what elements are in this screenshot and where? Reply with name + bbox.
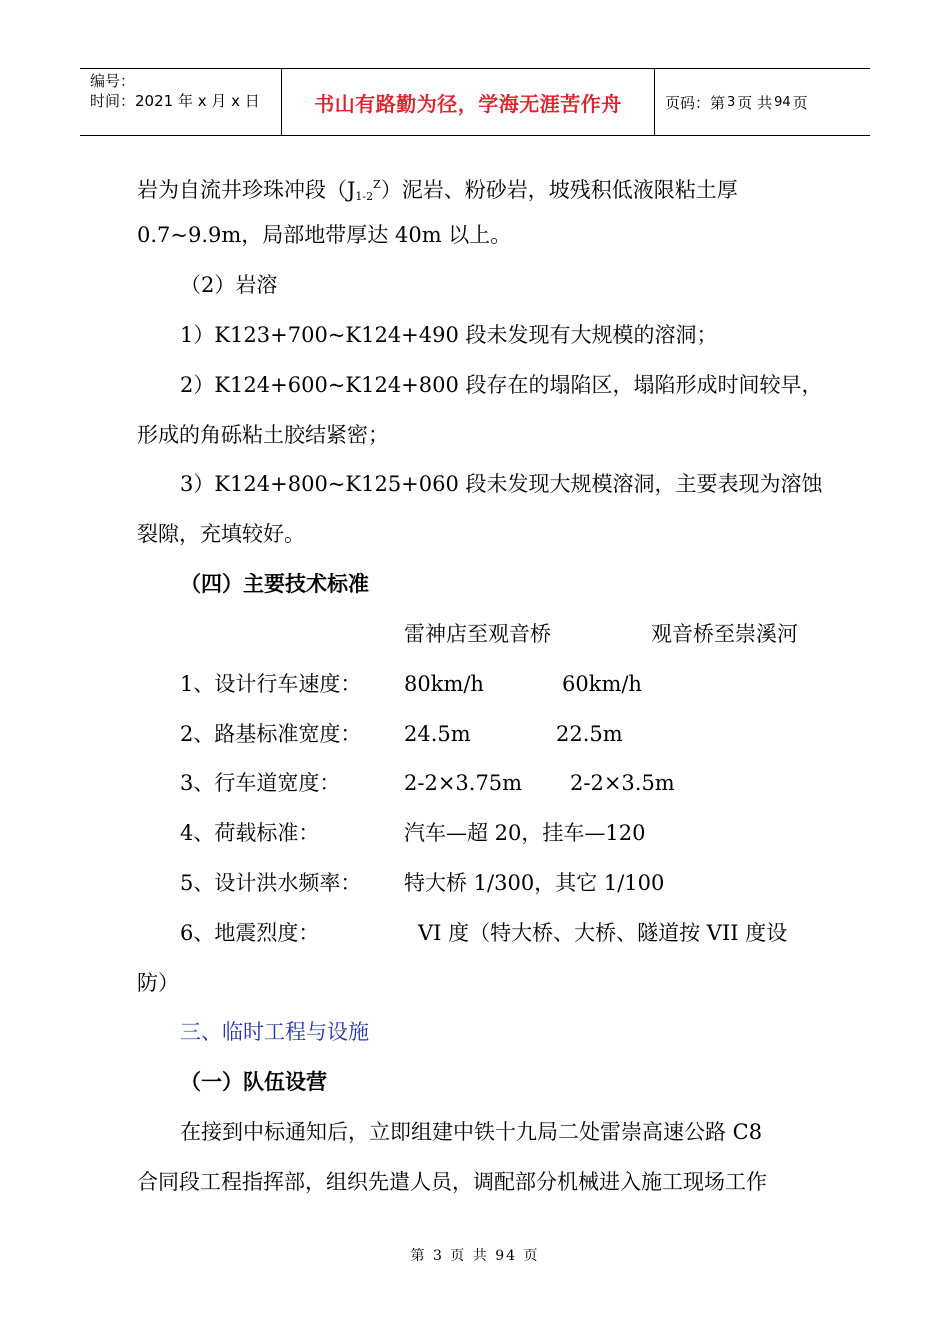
page-total: 94 xyxy=(774,94,791,110)
karst-item-3-line2: 裂隙，充填较好。 xyxy=(137,522,305,546)
header-page-info xyxy=(655,69,870,135)
standard-label: 3、行车道宽度： xyxy=(180,771,341,795)
team-heading: （一）队伍设营 xyxy=(180,1069,327,1094)
document-number-label: 编号： xyxy=(90,72,136,90)
page-suffix: 页 xyxy=(792,93,808,112)
standard-value-b: 22.5m xyxy=(556,722,623,746)
karst-item-2-line2: 形成的角砾粘土胶结紧密； xyxy=(137,423,389,447)
standard-label: 6、地震烈度： xyxy=(180,921,320,945)
standard-value-a: 特大桥 1/300，其它 1/100 xyxy=(404,871,665,895)
standard-row-6-continuation: 防） xyxy=(137,971,179,995)
paragraph-geology-line2: 0.7~9.9m，局部地带厚达 40m 以上。 xyxy=(137,223,512,247)
karst-item-1: 1）K123+700~K124+490 段未发现有大规模的溶洞； xyxy=(180,323,718,347)
document-time-label: 时间：2021 年 x 月 x 日 xyxy=(90,92,260,110)
page-header xyxy=(80,68,870,136)
standard-value-a: 24.5m xyxy=(404,722,471,746)
paragraph-geology-line1: 岩为自流井珍珠冲段$(J_{1-2}^Z)$泥岩、粉砂岩，坡残积低液限粘土厚 xyxy=(137,178,738,203)
header-left-cell xyxy=(80,69,282,135)
standard-value-a: VI 度（特大桥、大桥、隧道按 VII 度设 xyxy=(418,921,788,945)
team-paragraph-line1: 在接到中标通知后，立即组建中铁十九局二处雷崇高速公路 C8 xyxy=(180,1120,763,1144)
standard-label: 1、设计行车速度： xyxy=(180,672,362,696)
standard-value-a: 80km/h xyxy=(404,672,484,696)
standard-label: 5、设计洪水频率： xyxy=(180,871,362,895)
header-motto: 书山有路勤为径，学海无涯苦作舟 xyxy=(282,69,655,135)
standard-value-a: 汽车—超 20，挂车—120 xyxy=(404,821,646,845)
column-header-b: 观音桥至崇溪河 xyxy=(651,622,798,646)
karst-item-3-line1: 3）K124+800~K125+060 段未发现大规模溶洞，主要表现为溶蚀 xyxy=(180,472,823,496)
team-paragraph-line2: 合同段工程指挥部，组织先遣人员，调配部分机械进入施工现场工作 xyxy=(137,1170,767,1194)
standard-value-b: 60km/h xyxy=(562,672,642,696)
standard-value-a: 2-2×3.75m xyxy=(404,771,523,795)
page-prefix: 页码：第 xyxy=(665,93,726,112)
tech-standards-heading: （四）主要技术标准 xyxy=(180,571,369,596)
standard-value-b: 2-2×3.5m xyxy=(570,771,675,795)
page-mid: 页 共 xyxy=(737,93,773,112)
karst-heading: （2）岩溶 xyxy=(180,273,278,297)
column-header-a: 雷神店至观音桥 xyxy=(404,622,551,646)
section-3-heading: 三、临时工程与设施 xyxy=(180,1020,369,1044)
page-footer: 第 3 页 共 94 页 xyxy=(410,1248,540,1264)
karst-item-2-line1: 2）K124+600~K124+800 段存在的塌陷区，塌陷形成时间较早， xyxy=(180,373,823,397)
page-current: 3 xyxy=(727,94,736,110)
standard-label: 2、路基标准宽度： xyxy=(180,722,362,746)
standard-label: 4、荷载标准： xyxy=(180,821,320,845)
